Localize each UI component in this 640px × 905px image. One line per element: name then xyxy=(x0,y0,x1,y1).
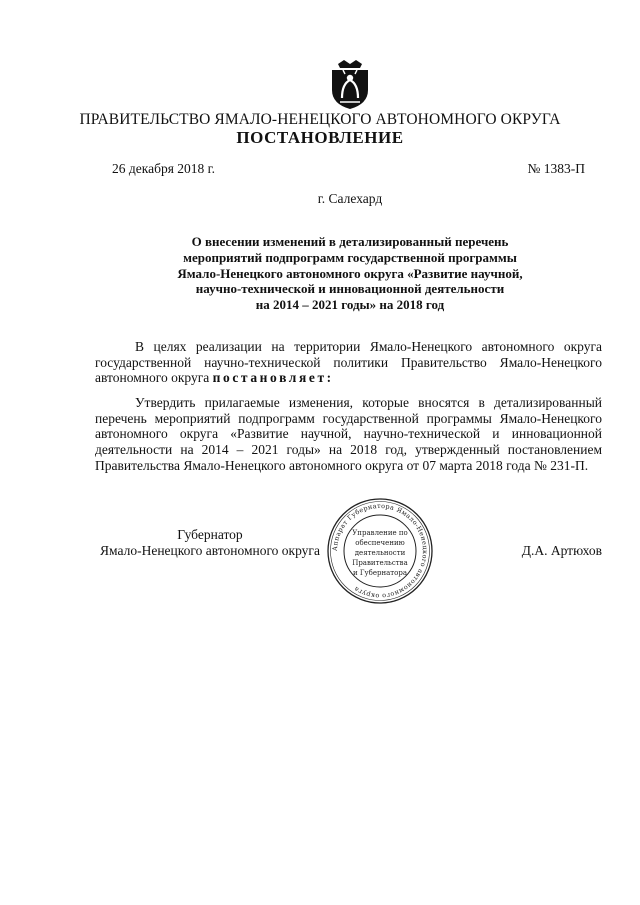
svg-text:деятельности: деятельности xyxy=(354,549,406,557)
subject-line: О внесении изменений в детализированный перечень xyxy=(191,234,509,249)
svg-text:Управление по: Управление по xyxy=(352,529,408,537)
signatory-title-line: Ямало-Ненецкого автономного округа xyxy=(100,543,320,558)
svg-text:Аппарат Губернатора Ямало-Нене: Аппарат Губернатора Ямало-Ненецкого автономного округа xyxy=(330,501,430,601)
document-subject xyxy=(140,234,560,313)
preamble-text: В целях реализации на территории Ямало-Ненецкого автономного округа государственной научно-технической политики Правительство Ямало-Ненецкого автономного округа xyxy=(95,339,602,386)
decree-word: постановляет: xyxy=(212,370,334,386)
signatory-name: Д.А. Артюхов xyxy=(521,543,602,558)
coat-of-arms-emblem xyxy=(326,58,374,110)
document-type-title: ПОСТАНОВЛЕНИЕ xyxy=(236,128,404,147)
subject-line: мероприятий подпрограмм государственной программы xyxy=(183,249,517,265)
subject-line: на 2014 – 2021 годы» на 2018 год xyxy=(255,297,445,313)
subject-line: Ямало-Ненецкого автономного округа «Развитие научной, xyxy=(177,265,523,281)
subject-line: научно-технической и инновационной деятельности xyxy=(195,281,505,297)
government-title: ПРАВИТЕЛЬСТВО ЯМАЛО-НЕНЕЦКОГО АВТОНОМНОГО ОКРУГА xyxy=(79,111,561,128)
resolution-paragraph: Утвердить прилагаемые изменения, которые вносятся в детализированный перечень мероприятий подпрограмм государственной программы Ямало-Ненецкого автономного округа «Развитие научной, научно-технической и инновационной деятельности на 2014 – 2021 годы» на 2018 год, утвержденный постановлением Правительства Ямало-Ненецкого автономного округа от 07 марта 2018 года № 231-П. xyxy=(95,395,602,473)
preamble-paragraph xyxy=(95,339,602,386)
official-seal-stamp xyxy=(326,497,434,605)
svg-text:обеспечению: обеспечению xyxy=(355,539,405,547)
svg-text:и Губернатора: и Губернатора xyxy=(352,569,408,577)
signatory-title-line: Губернатор xyxy=(177,527,243,542)
document-number: № 1383-П xyxy=(527,161,585,176)
signatory-title xyxy=(95,527,325,559)
document-city: г. Салехард xyxy=(317,191,383,206)
svg-text:Правительства: Правительства xyxy=(352,559,408,567)
document-date: 26 декабря 2018 г. xyxy=(112,161,216,176)
